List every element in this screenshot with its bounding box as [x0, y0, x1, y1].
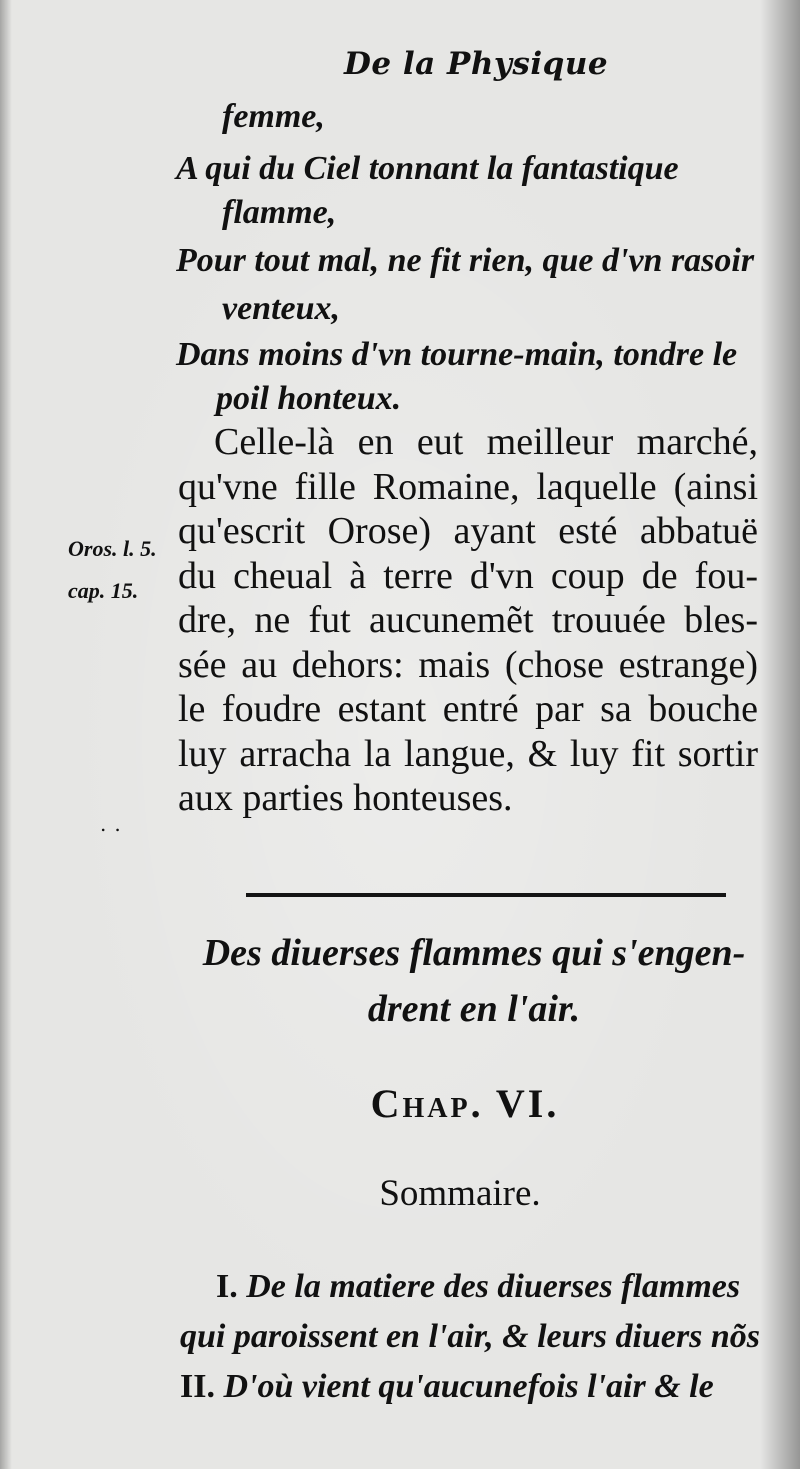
- summary-text: D'où vient qu'aucunefois l'air & le: [214, 1368, 714, 1405]
- prose-line: sée au dehors: mais (chose estrange): [178, 643, 758, 686]
- prose-line: qu'vne fille Romaine, laquelle (ainsi: [178, 465, 758, 508]
- section-title: [184, 925, 764, 1037]
- prose-line: dre, ne fut aucunemẽt trouuée bles-: [178, 599, 758, 641]
- running-head: De la Physique: [344, 46, 609, 82]
- verse-line: flamme,: [222, 194, 337, 231]
- margin-citation: [68, 528, 157, 612]
- summary-item: [180, 1362, 760, 1412]
- section-divider: [246, 893, 726, 897]
- prose-paragraph: [178, 420, 758, 821]
- verse-line: poil honteux.: [216, 380, 402, 417]
- verse-line: venteux,: [222, 290, 341, 327]
- sommaire-heading: Sommaire.: [379, 1173, 541, 1214]
- margin-dots: ..: [100, 812, 129, 836]
- verse-line: Pour tout mal, ne fit rien, que d'vn rasoir: [176, 242, 755, 279]
- summary-text: qui paroissent en l'air, & leurs diuers nõs: [180, 1318, 761, 1355]
- prose-line: luy arracha la langue, & luy fit sortir: [178, 732, 758, 775]
- prose-line: le foudre estant entré par sa bouche: [178, 688, 758, 730]
- prose-line: qu'escrit Orose) ayant esté abbatuë: [178, 510, 758, 552]
- summary-number: II.: [180, 1368, 215, 1405]
- prose-line: du cheual à terre d'vn coup de fou-: [178, 554, 758, 597]
- verse-line: Dans moins d'vn tourne-main, tondre le: [176, 336, 738, 373]
- summary-item: [180, 1312, 760, 1362]
- summary-text: De la matiere des diuerses flammes: [237, 1268, 741, 1305]
- summary-item: [180, 1262, 760, 1312]
- margin-citation-line: Oros. l. 5.: [68, 536, 157, 561]
- section-title-line: drent en l'air.: [367, 988, 581, 1030]
- prose-line: aux parties honteuses.: [178, 777, 513, 819]
- section-title-line: Des diuerses flammes qui s'engen-: [202, 932, 746, 974]
- chapter-heading: Chap. VI.: [370, 1081, 560, 1126]
- summary-list: [180, 1262, 760, 1412]
- prose-line: Celle-là en eut meilleur marché,: [214, 421, 758, 463]
- verse-line: A qui du Ciel tonnant la fantastique: [176, 150, 679, 187]
- verse-line: femme,: [222, 98, 325, 135]
- margin-citation-line: cap. 15.: [68, 578, 139, 603]
- summary-number: I.: [216, 1268, 238, 1305]
